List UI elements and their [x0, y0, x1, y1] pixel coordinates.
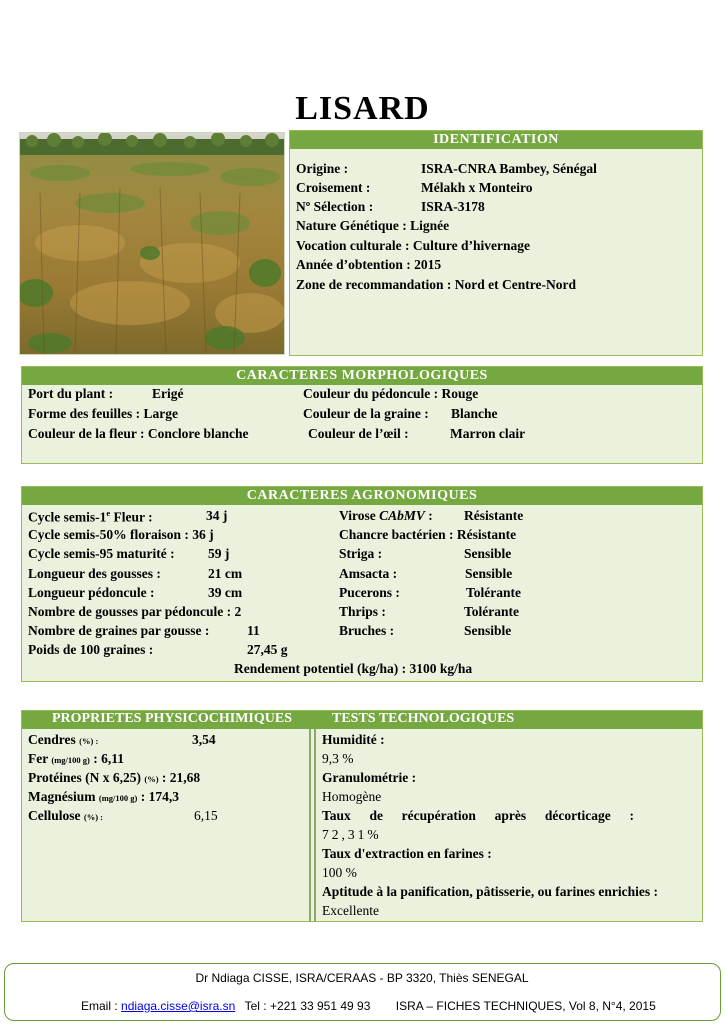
field-photo	[19, 132, 285, 355]
nb-graines-value: 11	[247, 623, 260, 638]
rendement-potentiel: Rendement potentiel (kg/ha) : 3100 kg/ha	[234, 661, 473, 676]
footer-box	[4, 963, 721, 1021]
techno-header: TESTS TECHNOLOGIQUES	[332, 711, 515, 726]
amsacta-label: Amsacta :	[339, 566, 398, 581]
nb-graines-label: Nombre de graines par gousse :	[28, 623, 210, 638]
aptitude-label: Aptitude à la panification, pâtisserie, ou farines enrichies :	[322, 884, 658, 899]
cycle-1-fleur-label: Cycle semis-1e Fleur :	[28, 508, 153, 525]
pedoncule-label: Longueur pédoncule :	[28, 585, 155, 600]
croisement-label: Croisement :	[296, 180, 371, 195]
taux-recuperation-value: 72,31%	[322, 827, 382, 842]
phone: Tel : +221 33 951 49 93	[244, 999, 371, 1013]
cendres-label: Cendres (%) :	[28, 732, 99, 747]
gousses-label: Longueur des gousses :	[28, 566, 161, 581]
physico-header: PROPRIETES PHYSICOCHIMIQUES	[52, 711, 292, 726]
identification-header: IDENTIFICATION	[290, 131, 702, 149]
footer-address: Dr Ndiaga CISSE, ISRA/CERAAS - BP 3320, Thiès SENEGAL	[195, 971, 529, 985]
poids-value: 27,45 g	[247, 642, 288, 657]
cellulose-label: Cellulose (%) :	[28, 808, 104, 823]
cycle-95-label: Cycle semis-95 maturité :	[28, 546, 175, 561]
couleur-pedoncule: Couleur du pédoncule : Rouge	[303, 386, 479, 401]
origine-label: Origine :	[296, 161, 349, 176]
oeil-label: Couleur de l’œil :	[308, 426, 409, 441]
granulometrie-value: Homogène	[322, 789, 382, 804]
cycle-50-floraison: Cycle semis-50% floraison : 36 j	[28, 527, 214, 542]
email-label: Email :	[81, 999, 118, 1013]
virose-value: Résistante	[464, 508, 524, 523]
bruches-label: Bruches :	[339, 623, 395, 638]
thrips-value: Tolérante	[464, 604, 519, 619]
footer-contact-line	[81, 999, 656, 1013]
nature-genetique: Nature Génétique : Lignée	[296, 218, 450, 233]
poids-label: Poids de 100 graines :	[28, 642, 154, 657]
selection-value: ISRA-3178	[421, 199, 485, 214]
cendres-value: 3,54	[192, 732, 216, 747]
amsacta-value: Sensible	[465, 566, 513, 581]
croisement-value: Mélakh x Monteiro	[421, 180, 533, 195]
nb-gousses: Nombre de gousses par pédoncule : 2	[28, 604, 242, 619]
port-value: Erigé	[152, 386, 184, 401]
taux-extraction-label: Taux d'extraction en farines :	[322, 846, 492, 861]
origine-value: ISRA-CNRA Bambey, Sénégal	[421, 161, 597, 176]
agronomiques-header: CARACTERES AGRONOMIQUES	[22, 487, 702, 505]
gousses-value: 21 cm	[208, 566, 243, 581]
cycle-1-fleur-value: 34 j	[206, 508, 228, 523]
morphologiques-header: CARACTERES MORPHOLOGIQUES	[22, 367, 702, 385]
proteines-row: Protéines (N x 6,25) (%) : 21,68	[28, 770, 201, 785]
humidite-value: 9,3 %	[322, 751, 354, 766]
oeil-value: Marron clair	[450, 426, 526, 441]
aptitude-value: Excellente	[322, 903, 379, 918]
pucerons-value: Tolérante	[466, 585, 521, 600]
publication-reference: ISRA – FICHES TECHNIQUES, Vol 8, N°4, 2015	[395, 999, 656, 1013]
email-link[interactable]: ndiaga.cisse@isra.sn	[121, 999, 236, 1013]
zone-recommandation: Zone de recommandation : Nord et Centre-Nord	[296, 277, 576, 292]
thrips-label: Thrips :	[339, 604, 386, 619]
striga-value: Sensible	[464, 546, 512, 561]
taux-recuperation-label: Taux de récupération après décorticage :	[322, 808, 634, 823]
selection-label: Nº Sélection :	[296, 199, 374, 214]
granulometrie-label: Granulométrie :	[322, 770, 417, 785]
annee-obtention: Année d’obtention : 2015	[296, 257, 442, 272]
graine-value: Blanche	[451, 406, 498, 421]
virose-label: Virose CAbMV :	[339, 508, 433, 523]
striga-label: Striga :	[339, 546, 383, 561]
couleur-fleur: Couleur de la fleur : Conclore blanche	[28, 426, 249, 441]
page-title: LISARD	[295, 90, 430, 127]
cycle-95-value: 59 j	[208, 546, 230, 561]
chancre-bacterien: Chancre bactérien : Résistante	[339, 527, 517, 542]
forme-feuilles: Forme des feuilles : Large	[28, 406, 178, 421]
graine-label: Couleur de la graine :	[303, 406, 429, 421]
vocation-culturale: Vocation culturale : Culture d’hivernage	[296, 238, 530, 253]
fer-row: Fer (mg/100 g) : 6,11	[28, 751, 124, 766]
column-divider-left	[309, 729, 311, 922]
port-label: Port du plant :	[28, 386, 114, 401]
humidite-label: Humidité :	[322, 732, 385, 747]
pucerons-label: Pucerons :	[339, 585, 400, 600]
taux-extraction-value: 100 %	[322, 865, 357, 880]
magnesium-row: Magnésium (mg/100 g) : 174,3	[28, 789, 179, 804]
cellulose-value: 6,15	[194, 808, 218, 823]
bruches-value: Sensible	[464, 623, 512, 638]
column-divider-right	[314, 729, 316, 922]
pedoncule-value: 39 cm	[208, 585, 243, 600]
